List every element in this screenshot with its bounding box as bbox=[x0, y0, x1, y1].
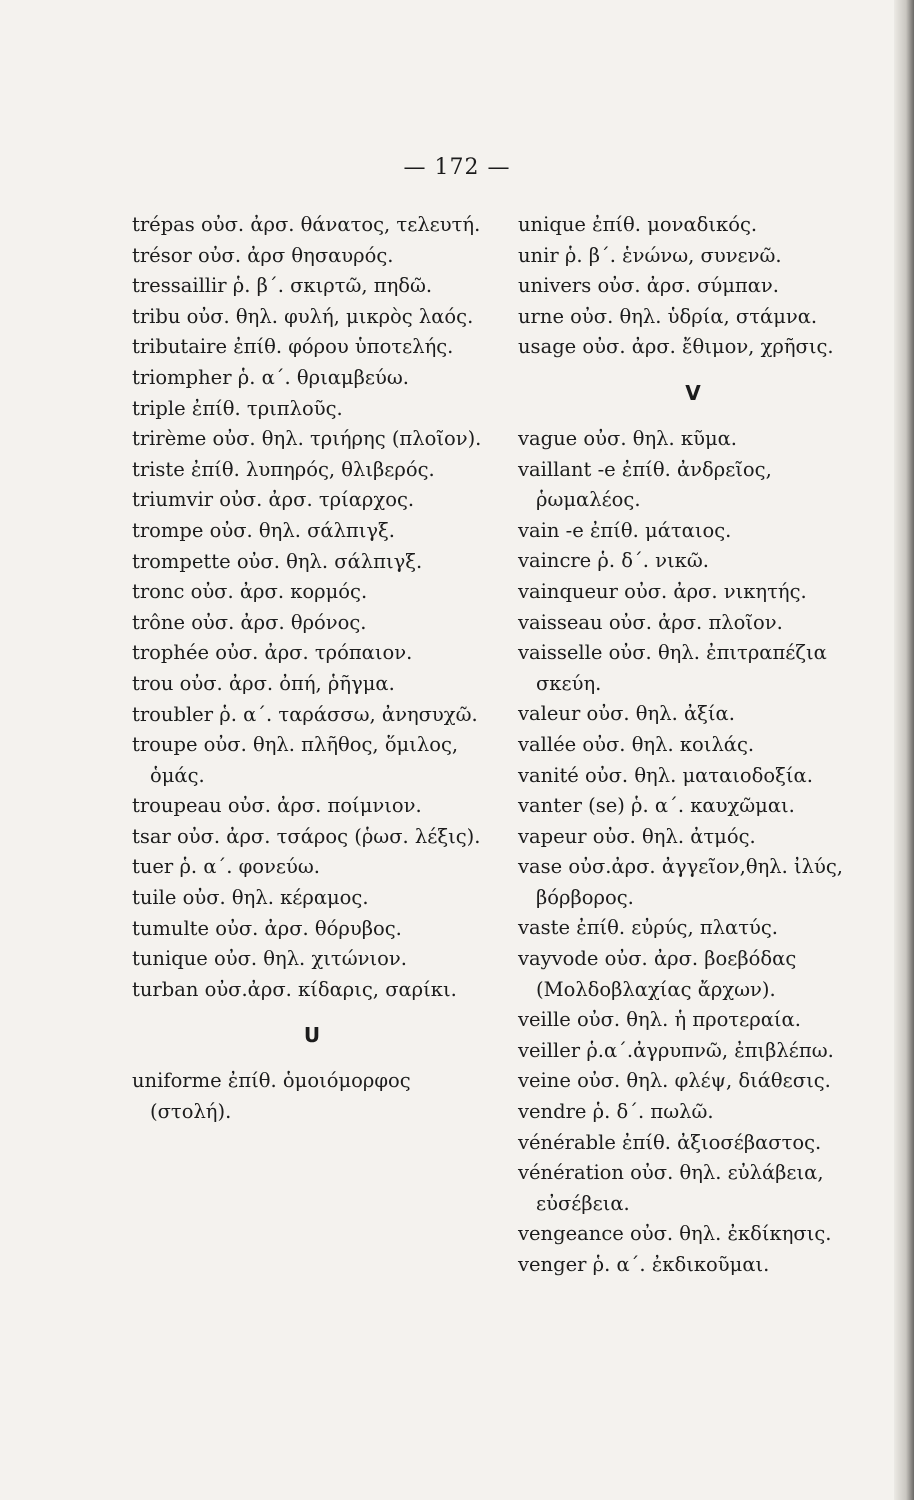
dictionary-entry: valeur οὐσ. θηλ. ἀξία. bbox=[518, 702, 735, 726]
dictionary-entry: vallée οὐσ. θηλ. κοιλάς. bbox=[518, 732, 755, 756]
dictionary-entry: veine οὐσ. θηλ. φλέψ, διάθεσις. bbox=[518, 1069, 831, 1093]
section-letter-u: U bbox=[303, 1023, 321, 1048]
dictionary-entry: tribu οὐσ. θηλ. φυλή, μικρὸς λαός. bbox=[132, 304, 474, 328]
dictionary-entry: venger ῥ. α΄. ἐκδικοῦμαι. bbox=[518, 1253, 770, 1276]
dictionary-entry: trépas οὐσ. ἀρσ. θάνατος, τελευτή. bbox=[132, 213, 481, 236]
dictionary-entry: vaisselle οὐσ. θηλ. ἐπιτραπέζια σκεύη. bbox=[518, 641, 827, 695]
dictionary-entry: unir ῥ. β΄. ἑνώνω, συνενῶ. bbox=[518, 243, 782, 267]
dictionary-entry: vayvode οὐσ. ἀρσ. βοεβόδας (Μολδοβλαχίας ἄρχων). bbox=[518, 947, 797, 1001]
dictionary-entry: tuer ῥ. α΄. φονεύω. bbox=[132, 855, 320, 879]
dictionary-entry: tuile οὐσ. θηλ. κέραμος. bbox=[132, 886, 369, 910]
dictionary-entry: trompette οὐσ. θηλ. σάλπιγξ. bbox=[132, 549, 423, 573]
dictionary-entry: tunique οὐσ. θηλ. χιτώνιον. bbox=[132, 947, 407, 971]
dictionary-entry: vanter (se) ῥ. α΄. καυχῶμαι. bbox=[518, 794, 795, 818]
dictionary-entry: troupe οὐσ. θηλ. πλῆθος, ὅμιλος, ὁμάς. bbox=[132, 733, 459, 787]
dictionary-entry: veille οὐσ. θηλ. ἡ προτεραία. bbox=[518, 1008, 801, 1032]
dictionary-entry: trou οὐσ. ἀρσ. ὀπή, ῥῆγμα. bbox=[132, 671, 395, 695]
dictionary-entry: tumulte οὐσ. ἀρσ. θόρυβος. bbox=[132, 916, 402, 940]
left-entries-u bbox=[132, 1066, 492, 1127]
dictionary-entry: tributaire ἐπίθ. φόρου ὑποτελής. bbox=[132, 335, 454, 359]
dictionary-entry: vaste ἐπίθ. εὐρύς, πλατύς. bbox=[518, 916, 778, 940]
left-entries-t bbox=[132, 210, 492, 1005]
dictionary-entry: uniforme ἐπίθ. ὁμοιόμορφος (στολή). bbox=[132, 1069, 411, 1124]
dictionary-entry: troubler ῥ. α΄. ταράσσω, ἀνησυχῶ. bbox=[132, 702, 478, 726]
dictionary-entry: univers οὐσ. ἀρσ. σύμπαν. bbox=[518, 274, 779, 298]
dictionary-entry: triompher ῥ. α΄. θριαμβεύω. bbox=[132, 365, 409, 389]
section-letter-v: V bbox=[685, 380, 701, 405]
dictionary-entry: triste ἐπίθ. λυπηρός, θλιβερός. bbox=[132, 457, 435, 481]
dictionary-entry: vénération οὐσ. θηλ. εὐλάβεια, εὐσέβεια. bbox=[518, 1161, 824, 1215]
dictionary-entry: urne οὐσ. θηλ. ὑδρία, στάμνα. bbox=[518, 304, 818, 328]
dictionary-entry: triumvir οὐσ. ἀρσ. τρίαρχος. bbox=[132, 488, 415, 512]
dictionary-entry: vase οὐσ.ἀρσ. ἀγγεῖον,θηλ. ἰλύς, βόρβορος. bbox=[518, 855, 844, 909]
dictionary-entry: trompe οὐσ. θηλ. σάλπιγξ. bbox=[132, 518, 395, 542]
dictionary-entry: veiller ῥ.α΄.ἀγρυπνῶ, ἐπιβλέπω. bbox=[518, 1038, 834, 1062]
dictionary-entry: turban οὐσ.ἀρσ. κίδαρις, σαρίκι. bbox=[132, 977, 457, 1001]
dictionary-entry: trophée οὐσ. ἀρσ. τρόπαιον. bbox=[132, 641, 413, 665]
dictionary-entry: trésor οὐσ. ἀρσ θησαυρός. bbox=[132, 243, 394, 267]
dictionary-entry: vengeance οὐσ. θηλ. ἐκδίκησις. bbox=[518, 1222, 832, 1246]
dictionary-entry: trône οὐσ. ἀρσ. θρόνος. bbox=[132, 610, 367, 634]
dictionary-entry: tsar οὐσ. ἀρσ. τσάρος (ῥωσ. λέξις). bbox=[132, 824, 481, 848]
dictionary-entry: vendre ῥ. δ΄. πωλῶ. bbox=[518, 1100, 714, 1124]
dictionary-entry: tressaillir ῥ. β΄. σκιρτῶ, πηδῶ. bbox=[132, 274, 433, 298]
dictionary-entry: vaillant -e ἐπίθ. ἀνδρεῖος, ῥωμαλέος. bbox=[518, 457, 772, 512]
right-column bbox=[518, 210, 868, 1281]
dictionary-entry: vain -e ἐπίθ. μάταιος. bbox=[518, 518, 732, 542]
dictionary-entry: trirème οὐσ. θηλ. τριήρης (πλοῖον). bbox=[132, 427, 482, 451]
dictionary-entry: vapeur οὐσ. θηλ. ἀτμός. bbox=[518, 824, 756, 848]
left-column bbox=[132, 210, 492, 1128]
dictionary-entry: troupeau οὐσ. ἀρσ. ποίμνιον. bbox=[132, 794, 422, 818]
dictionary-entry: triple ἐπίθ. τριπλοῦς. bbox=[132, 396, 343, 420]
dictionary-entry: vénérable ἐπίθ. ἀξιοσέβαστος. bbox=[518, 1130, 822, 1154]
dictionary-entry: unique ἐπίθ. μοναδικός. bbox=[518, 213, 758, 236]
dictionary-entry: vaincre ῥ. δ΄. νικῶ. bbox=[518, 549, 709, 573]
dictionary-entry: vaisseau οὐσ. ἀρσ. πλοῖον. bbox=[518, 610, 783, 634]
dictionary-entry: usage οὐσ. ἀρσ. ἔθιμον, χρῆσις. bbox=[518, 335, 834, 359]
dictionary-entry: vainqueur οὐσ. ἀρσ. νικητής. bbox=[518, 579, 807, 603]
page-edge-shadow bbox=[894, 0, 914, 1500]
right-entries-v bbox=[518, 424, 868, 1281]
dictionary-entry: vanité οὐσ. θηλ. ματαιοδοξία. bbox=[518, 763, 813, 787]
dictionary-entry: tronc οὐσ. ἀρσ. κορμός. bbox=[132, 580, 368, 604]
right-entries-u bbox=[518, 210, 868, 363]
page-number: — 172 — bbox=[403, 155, 511, 180]
dictionary-entry: vague οὐσ. θηλ. κῦμα. bbox=[518, 426, 737, 450]
